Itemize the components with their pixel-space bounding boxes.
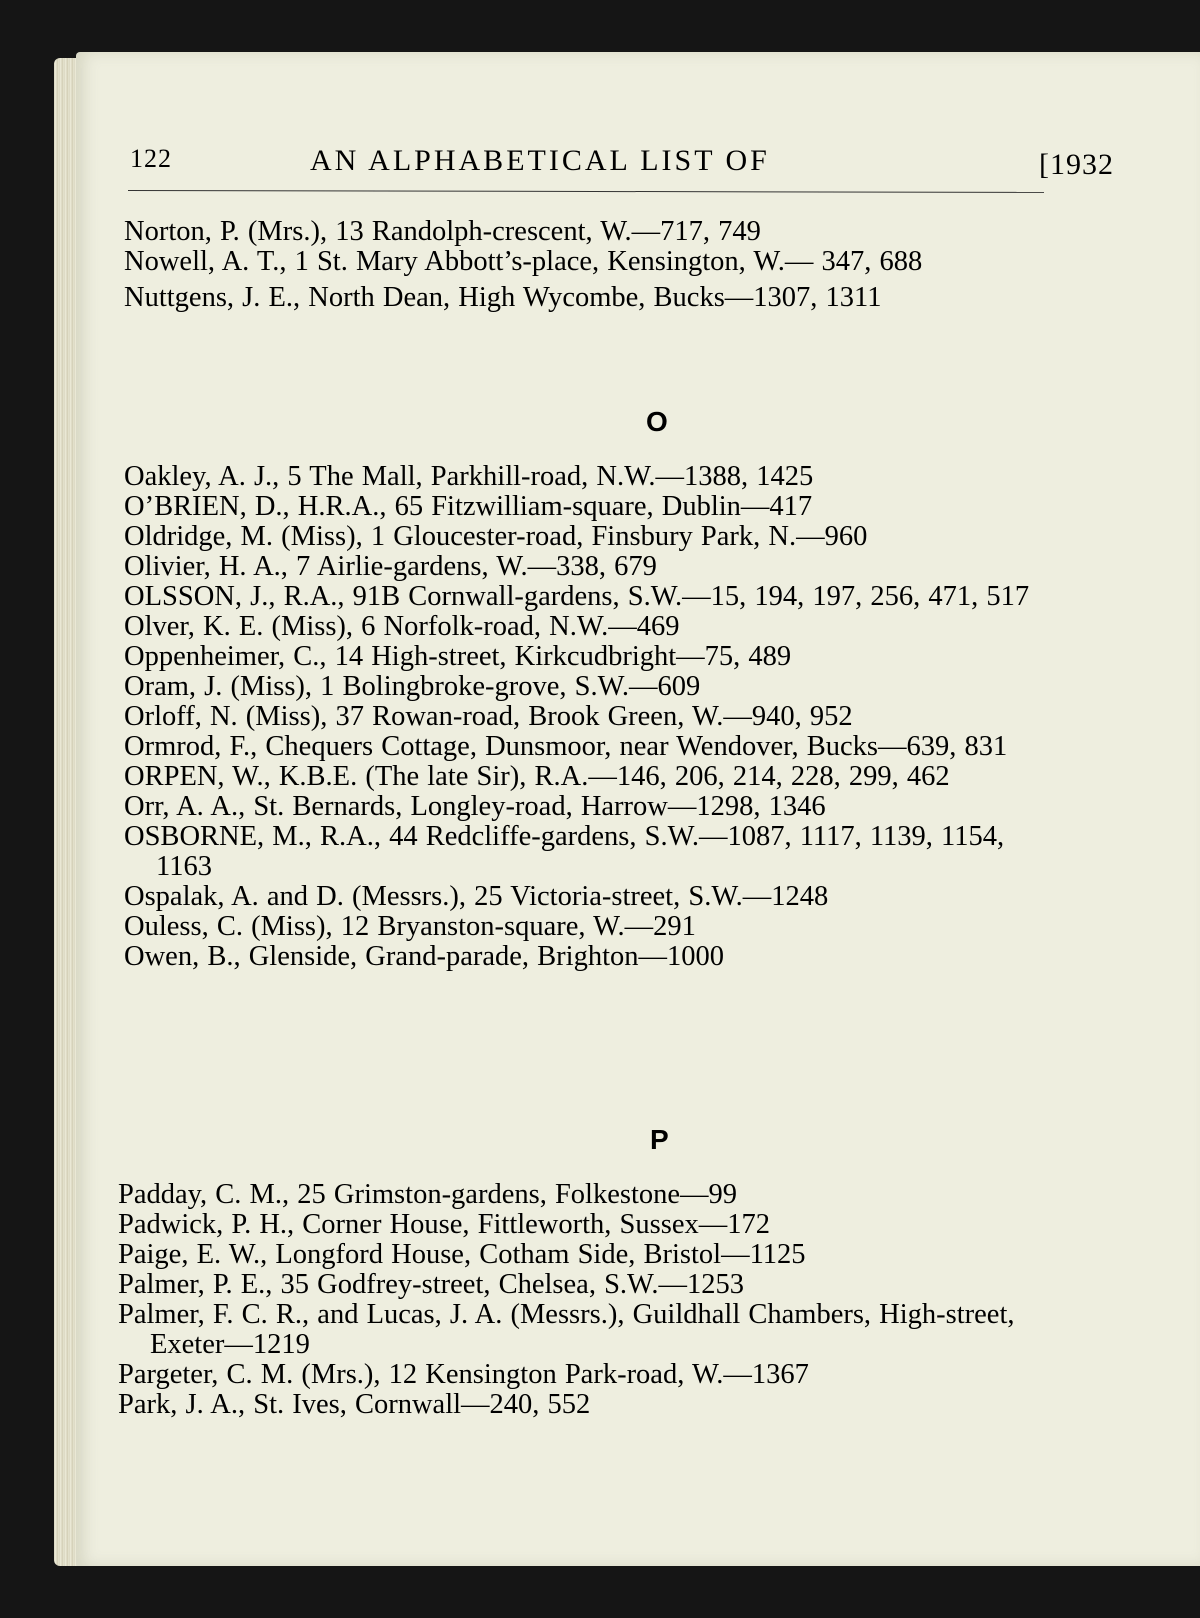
list-entry: Nowell, A. T., 1 St. Mary Abbott’s-place, Kensington, W.— 347, 688	[124, 246, 923, 277]
list-entry: Olivier, H. A., 7 Airlie-gardens, W.—338, 679	[124, 551, 657, 582]
list-entry: OLSSON, J., R.A., 91B Cornwall-gardens, S.W.—15, 194, 197, 256, 471, 517	[124, 581, 1030, 612]
list-entry: Park, J. A., St. Ives, Cornwall—240, 552	[118, 1389, 591, 1420]
list-entry: Pargeter, C. M. (Mrs.), 12 Kensington Park-road, W.—1367	[118, 1359, 809, 1390]
section-letter-p: P	[650, 1124, 669, 1155]
running-title: AN ALPHABETICAL LIST OF	[310, 144, 770, 177]
entries-p	[118, 1180, 1048, 1420]
list-entry: Olver, K. E. (Miss), 6 Norfolk-road, N.W.—469	[124, 611, 680, 642]
list-entry: Orr, A. A., St. Bernards, Longley-road, Harrow—1298, 1346	[124, 791, 826, 822]
list-entry: Ormrod, F., Chequers Cottage, Dunsmoor, near Wendover, Bucks—639, 831	[124, 731, 1008, 762]
page-header	[130, 90, 1124, 181]
list-entry: Paige, E. W., Longford House, Cotham Side, Bristol—1125	[118, 1239, 806, 1270]
list-entry: Oakley, A. J., 5 The Mall, Parkhill-road, N.W.—1388, 1425	[124, 461, 814, 492]
section-letter-o: O	[646, 406, 668, 437]
entries-n-continued	[124, 217, 1054, 313]
list-entry: Ouless, C. (Miss), 12 Bryanston-square, W.—291	[124, 911, 696, 942]
list-entry: Norton, P. (Mrs.), 13 Randolph-crescent, W.—717, 749	[124, 216, 761, 247]
entries-o	[124, 462, 1054, 972]
list-entry: Palmer, P. E., 35 Godfrey-street, Chelsea, S.W.—1253	[118, 1269, 744, 1300]
list-entry: Owen, B., Glenside, Grand-parade, Brighton—1000	[124, 941, 724, 972]
list-entry: Oldridge, M. (Miss), 1 Gloucester-road, Finsbury Park, N.—960	[124, 521, 868, 552]
page-number: 122	[130, 144, 172, 173]
list-entry: Oppenheimer, C., 14 High-street, Kirkcudbright—75, 489	[124, 641, 792, 672]
list-entry: Palmer, F. C. R., and Lucas, J. A. (Messrs.), Guildhall Chambers, High-street, Exeter—1219	[118, 1299, 1015, 1360]
list-entry: Oram, J. (Miss), 1 Bolingbroke-grove, S.W.—609	[124, 671, 701, 702]
list-entry: OSBORNE, M., R.A., 44 Redcliffe-gardens, S.W.—1087, 1117, 1139, 1154, 1163	[124, 821, 1005, 882]
list-entry: Padwick, P. H., Corner House, Fittleworth, Sussex—172	[118, 1209, 770, 1240]
list-entry: ORPEN, W., K.B.E. (The late Sir), R.A.—146, 206, 214, 228, 299, 462	[124, 761, 950, 792]
list-entry: Ospalak, A. and D. (Messrs.), 25 Victoria-street, S.W.—1248	[124, 881, 829, 912]
list-entry: Nuttgens, J. E., North Dean, High Wycombe, Bucks—1307, 1311	[124, 282, 882, 313]
list-entry: O’BRIEN, D., H.R.A., 65 Fitzwilliam-square, Dublin—417	[124, 491, 813, 522]
list-entry: Padday, C. M., 25 Grimston-gardens, Folkestone—99	[118, 1179, 738, 1210]
list-entry: Orloff, N. (Miss), 37 Rowan-road, Brook Green, W.—940, 952	[124, 701, 853, 732]
header-year: [1932	[1039, 148, 1114, 181]
